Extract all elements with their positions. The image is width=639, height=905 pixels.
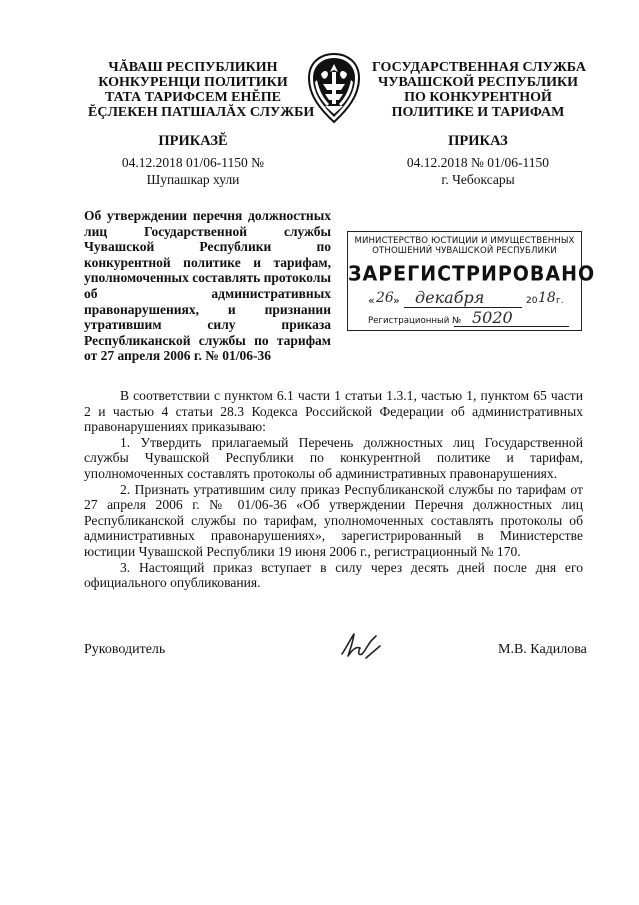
order-city-left: Шупашкар хули [146,172,240,187]
paragraph-item-2: 2. Признать утратившим силу приказ Республиканской службы по тарифам от 27 апреля 2006 г. № 01/06-36 «Об утверждении Перечня должностных лиц Республиканской службы по тарифам, уполномоченных составлять протоколы об административных правонарушениях», зарегистрированный в Министерстве юстиции Чувашской Республики 19 июня 2006 г., регистрационный № 170. [84,481,583,559]
header-left-line-3: ТАТА ТАРИФСЕМ ЕНĔПЕ [105,90,281,105]
order-city-right: г. Чебоксары [441,172,515,187]
order-title-russian: ПРИКАЗ [448,133,508,149]
order-date-number-right: 04.12.2018 № 01/06-1150 [406,155,550,170]
stamp-registered-label: ЗАРЕГИСТРИРОВАНО [348,262,596,286]
order-body [84,388,583,591]
stamp-org-line-1: МИНИСТЕРСТВО ЮСТИЦИИ И ИМУЩЕСТВЕННЫХ [354,236,575,246]
handwritten-signature-icon [336,628,386,662]
stamp-year-mark: г. [556,296,564,306]
stamp-date-row [368,288,573,312]
chuvash-emblem-icon [303,50,365,126]
order-subject: Об утверждении перечня должностных лиц Государственной службы Чувашской Республики по конкурентной политике и тарифам, уполномоченных составлять протоколы об административных правонарушениях, и признании утратившим силу приказа Республиканской службы по тарифам от 27 апреля 2006 г. № 01/06-36 [84,208,331,364]
stamp-reg-underline [454,326,569,327]
signature-position: Руководитель [84,642,166,657]
stamp-quote-open: « [368,294,375,307]
stamp-year-handwritten: 18 [538,290,556,306]
stamp-reg-number-handwritten: 5020 [472,308,513,327]
stamp-org-line-2: ОТНОШЕНИЙ ЧУВАШСКОЙ РЕСПУБЛИКИ [372,246,557,256]
stamp-reg-row [368,308,573,328]
header-left-line-2: КОНКУРЕНЦИ ПОЛИТИКИ [98,75,288,90]
header-right-line-2: ЧУВАШСКОЙ РЕСПУБЛИКИ [377,75,579,90]
header-right-line-3: ПО КОНКУРЕНТНОЙ [404,90,552,105]
order-date-number-left: 04.12.2018 01/06-1150 № [121,155,265,170]
stamp-month-handwritten: декабря [415,288,485,307]
order-meta-left [88,154,298,188]
header-right-russian [372,60,584,120]
paragraph-preamble: В соответствии с пунктом 6.1 части 1 статьи 1.3.1, частью 1, пунктом 65 части 2 и частью 4 статьи 28.3 Кодекса Российской Федерации об административных правонарушениях приказываю: [84,388,583,435]
registration-stamp [347,231,596,331]
paragraph-item-1: 1. Утвердить прилагаемый Перечень должностных лиц Государственной службы Чувашской Республики по конкурентной политике и тарифам, уполномоченных составлять протоколы об административных правонарушениях. [84,434,583,481]
stamp-day-handwritten: 26 [376,290,394,306]
header-left-line-1: ЧĂВАШ РЕСПУБЛИКИН [108,60,278,75]
stamp-organization [348,236,581,256]
header-right-line-1: ГОСУДАРСТВЕННАЯ СЛУЖБА [372,60,586,75]
header-right-line-4: ПОЛИТИКЕ И ТАРИФАМ [391,105,565,120]
signature-name: М.В. Кадилова [498,642,587,657]
header-left-chuvash [88,60,315,120]
order-title-chuvash: ПРИКАЗĔ [158,133,228,149]
header-left-line-4: ĔÇЛЕКЕН ПАТШАЛĂХ СЛУЖБИ [88,105,315,120]
paragraph-item-3: 3. Настоящий приказ вступает в силу через десять дней после дня его официального опубликования. [84,559,583,591]
stamp-reg-label: Регистрационный № [368,316,461,326]
stamp-quote-close: » [393,294,400,307]
order-meta-right [372,154,584,188]
stamp-year-prefix: 20 [526,296,538,306]
